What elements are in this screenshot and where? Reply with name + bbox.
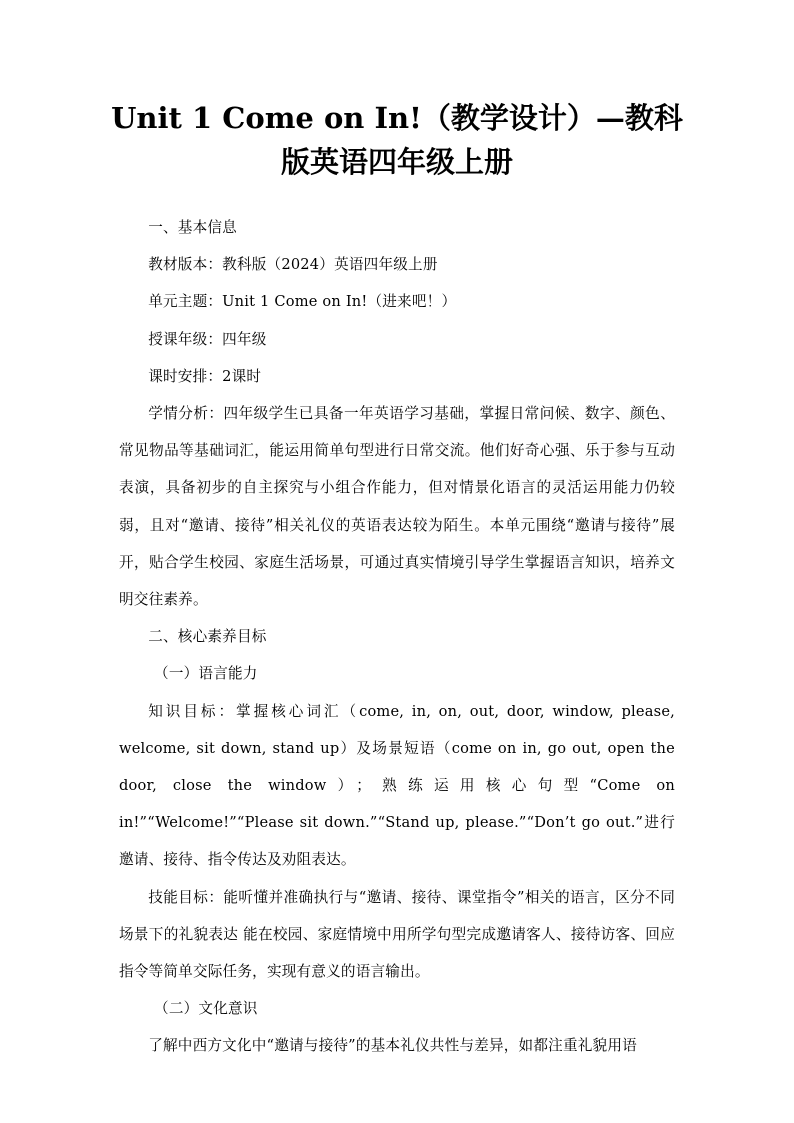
textbook-version-line: 教材版本：教科版（2024）英语四年级上册 (148, 256, 438, 274)
sub-heading-language-ability: （一）语言能力 (154, 665, 258, 683)
culture-paragraph: 了解中西方文化中“邀请与接待”的基本礼仪共性与差异，如都注重礼貌用语 (148, 1037, 637, 1055)
learner-analysis-paragraph: 学情分析：四年级学生已具备一年英语学习基础，掌握日常问候、数字、颜色、常见物品等基础词汇，能运用简单句型进行日常交流。他们好奇心强、乐于参与互动表演，具备初步的自主探究与小组合作能力，但对情景化语言的灵活运用能力仍较弱，且对“邀请、接待”相关礼仪的英语表达较为陌生。本单元围绕“邀请与接待”展开，贴合学生校园、家庭生活场景，可通过真实情境引导学生掌握语言知识，培养文明交往素养。 (119, 405, 675, 609)
schedule-line: 课时安排：2课时 (148, 367, 262, 385)
unit-theme-line: 单元主题：Unit 1 Come on In!（进来吧！） (148, 293, 457, 311)
document-title: Unit 1 Come on In!（教学设计）—教科版英语四年级上册 (111, 101, 683, 179)
section-heading-core-goals: 二、核心素养目标 (148, 628, 267, 646)
grade-line: 授课年级：四年级 (148, 330, 267, 348)
section-heading-basic-info: 一、基本信息 (148, 219, 237, 236)
document-body (119, 209, 675, 1065)
skill-goal-paragraph: 技能目标：能听懂并准确执行与“邀请、接待、课堂指令”相关的语言，区分不同场景下的礼貌表达 能在校园、家庭情境中用所学句型完成邀请客人、接待访客、回应指令等简单交际任务，实现有意义的语言输出。 (119, 888, 675, 981)
sub-heading-culture: （二）文化意识 (154, 1000, 258, 1018)
knowledge-goal-paragraph: 知识目标：掌握核心词汇（come, in, on, out, door, window, please, welcome, sit down, stand up）及场景短语（come on in, go out, open the door, close the window）；熟练运用核心句型“Come on in!”“Welcome!”“Please sit down.”“Stand up, please.”“Don’t go out.”进行邀请、接待、指令传达及劝阻表达。 (119, 702, 675, 869)
